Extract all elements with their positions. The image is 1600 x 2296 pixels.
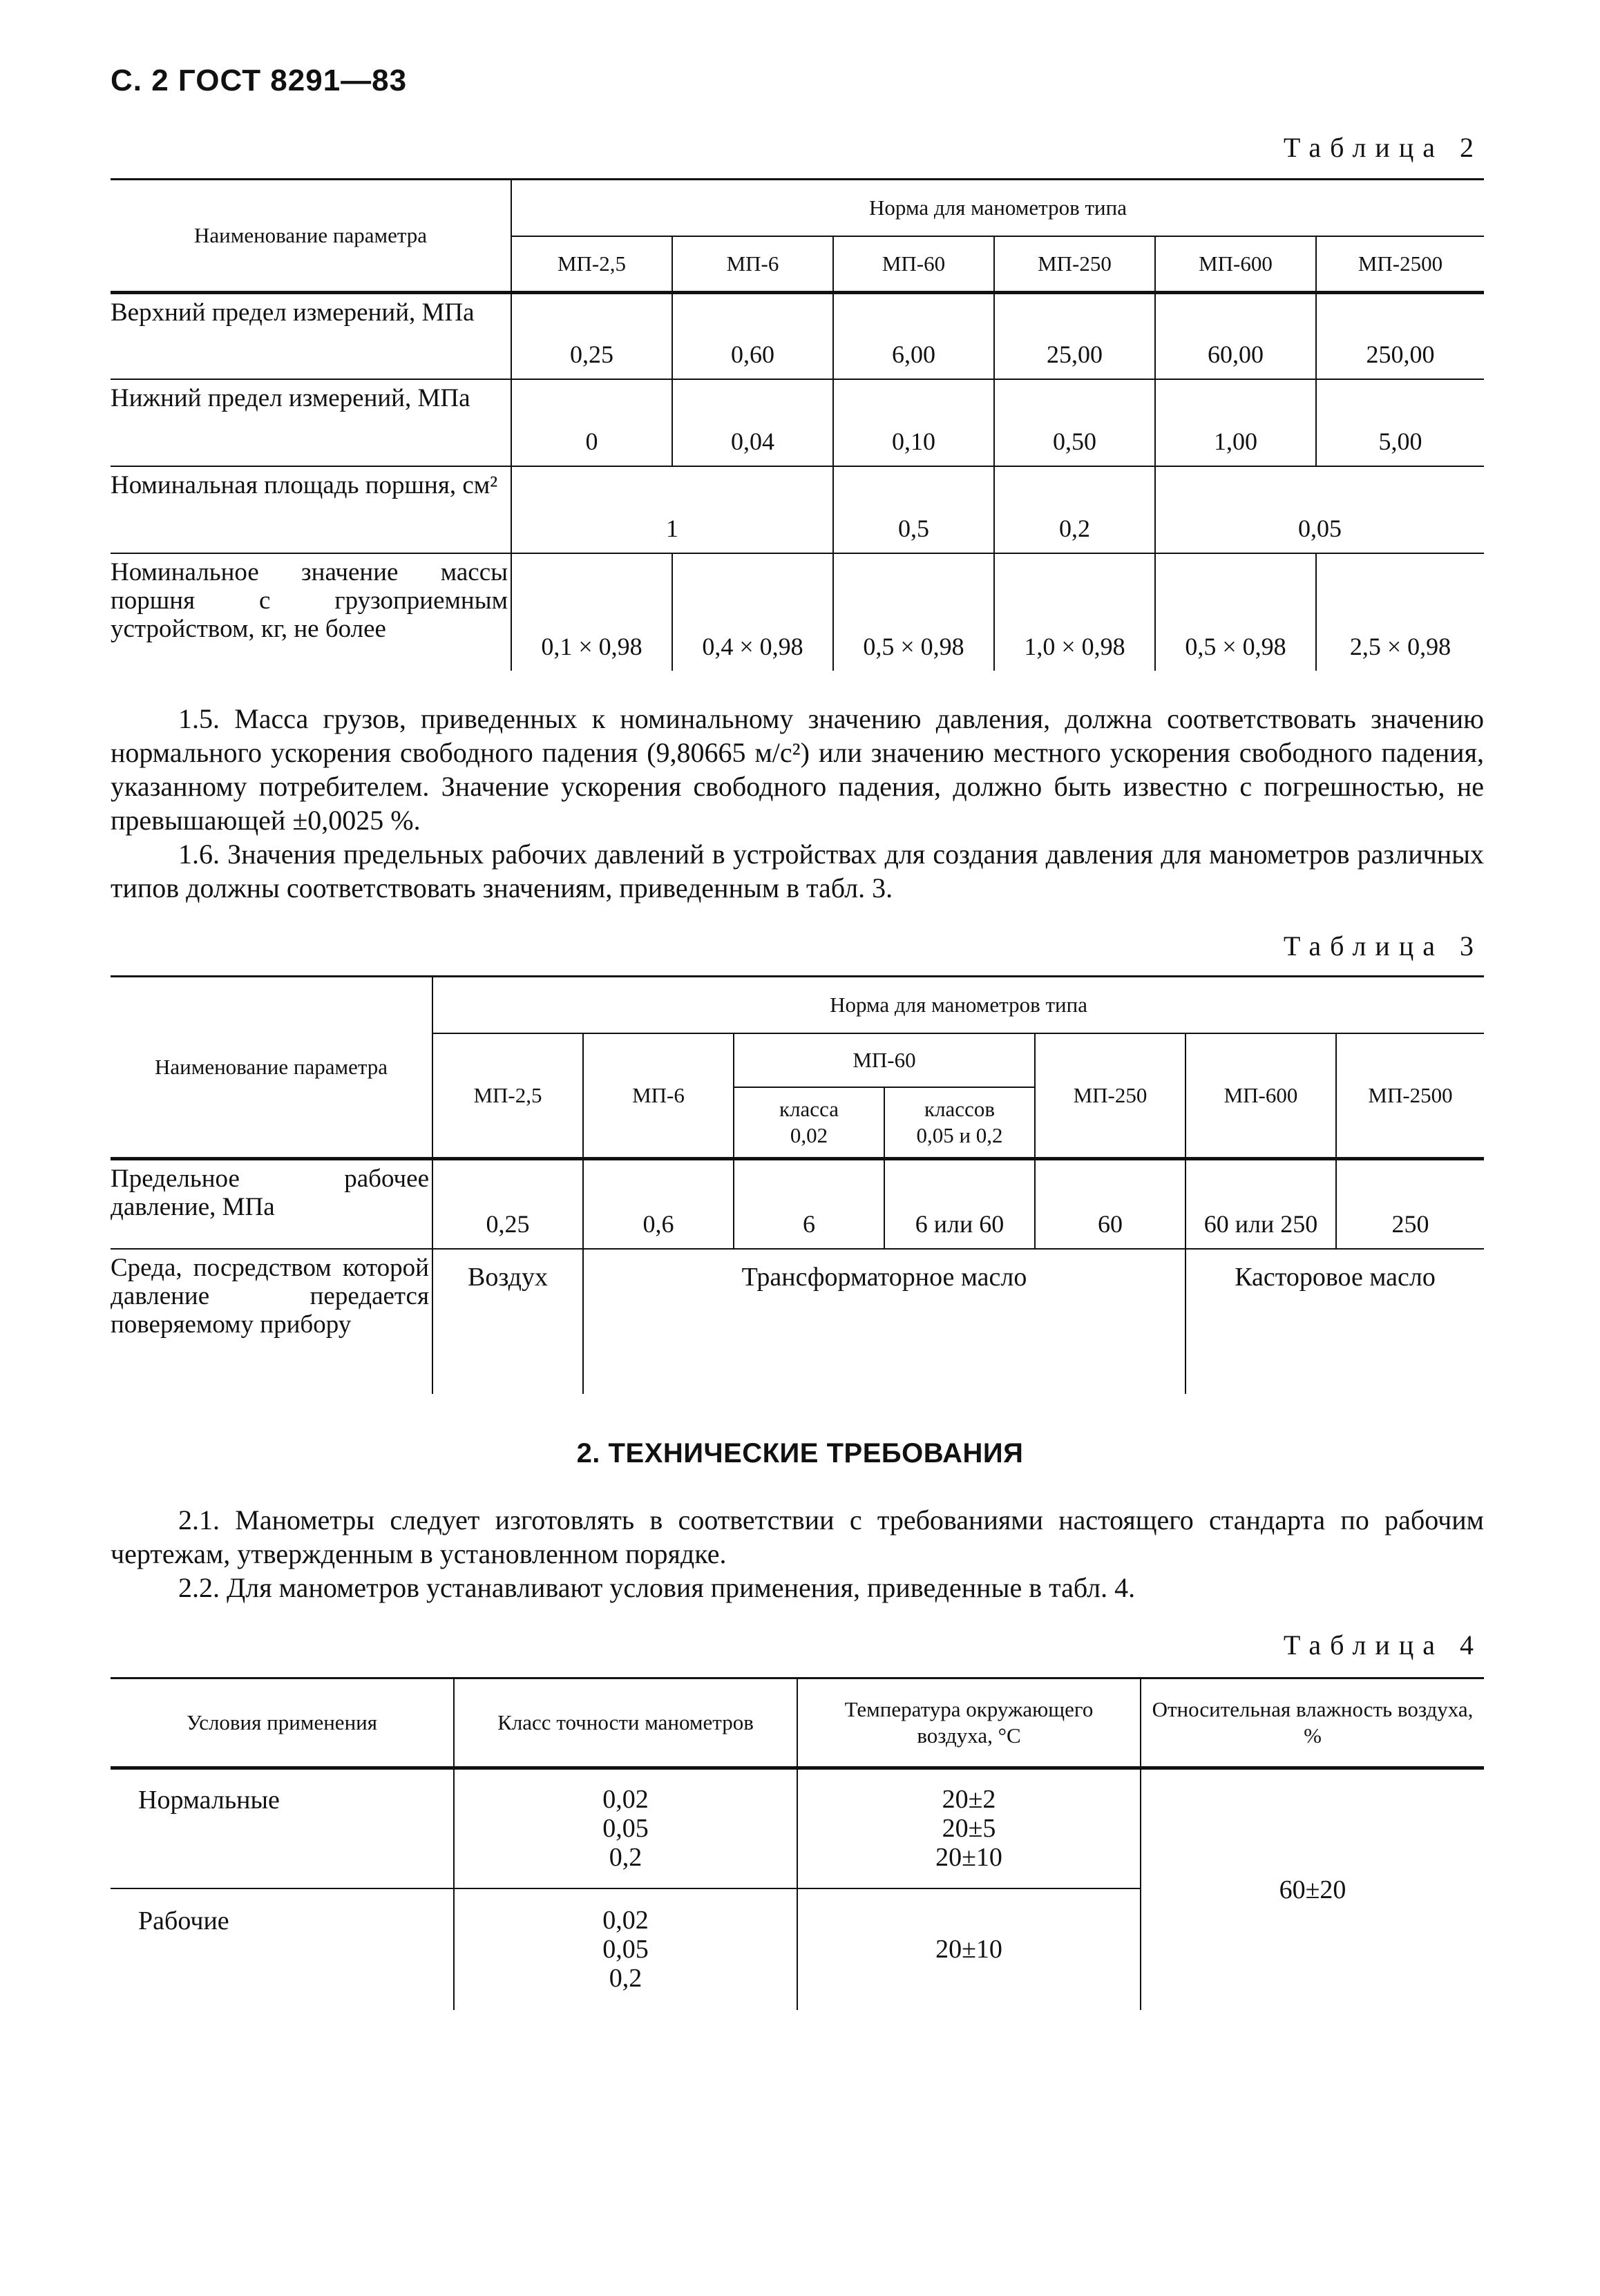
cell-value: 0,60 (672, 293, 833, 379)
row-name: Верхний предел измерений, МПа (111, 293, 511, 379)
table-row (111, 553, 1484, 671)
table-2-caption: Таблица 2 (1283, 132, 1483, 163)
table-2-type-header: МП-250 (994, 236, 1155, 293)
row-name: Предельное рабочее давление, МПа (111, 1159, 432, 1249)
section-title: 2. ТЕХНИЧЕСКИЕ ТРЕБОВАНИЯ (576, 1438, 1024, 1469)
cell-value: Трансформаторное масло (583, 1249, 1185, 1394)
cell-value: 0,50 (994, 379, 1155, 466)
table-2-type-header: МП-2500 (1316, 236, 1484, 293)
cell-value: 0,25 (511, 293, 672, 379)
table-3-class-subheader: классов 0,05 и 0,2 (884, 1087, 1035, 1159)
table-row (111, 466, 1484, 553)
paragraph-2-2: 2.2. Для манометров устанавливают условия применения, приведенные в табл. 4. (178, 1572, 1136, 1603)
cell-value: 6 (734, 1159, 884, 1249)
table-3-type-header: МП-2,5 (432, 1033, 583, 1159)
table-2-type-header: МП-2,5 (511, 236, 672, 293)
table-row (111, 293, 1484, 379)
cell-value: 6 или 60 (884, 1159, 1035, 1249)
table-3-class-subheader: класса 0,02 (734, 1087, 884, 1159)
cell-value: 0,5 × 0,98 (833, 553, 994, 671)
cell-value: 2,5 × 0,98 (1316, 553, 1484, 671)
condition-name: Рабочие (111, 1888, 454, 2010)
table-2-type-header: МП-60 (833, 236, 994, 293)
cell-value: 0,02 0,05 0,2 (454, 1768, 797, 1888)
cell-value: 1,00 (1155, 379, 1316, 466)
cell-value: 25,00 (994, 293, 1155, 379)
cell-value: 60 или 250 (1185, 1159, 1336, 1249)
cell-value: 0,6 (583, 1159, 734, 1249)
table-3-norm-header: Норма для манометров типа (432, 977, 1484, 1033)
table-row (111, 1159, 1484, 1249)
cell-value: 20±2 20±5 20±10 (797, 1768, 1141, 1888)
table-3-type-header: МП-6 (583, 1033, 734, 1159)
table-4-header: Условия применения (111, 1678, 454, 1768)
table-3-type-header: МП-2500 (1336, 1033, 1484, 1159)
cell-value: 0,4 × 0,98 (672, 553, 833, 671)
table-2-type-header: МП-6 (672, 236, 833, 293)
page-header: С. 2 ГОСТ 8291—83 (111, 64, 408, 97)
cell-value: 20±10 (797, 1888, 1141, 2010)
cell-value: 0,1 × 0,98 (511, 553, 672, 671)
table-4-header: Относительная влажность воздуха, % (1141, 1678, 1484, 1768)
cell-value: 0 (511, 379, 672, 466)
table-3-type-header: МП-60 (734, 1033, 1035, 1087)
table-3 (111, 975, 1484, 1394)
cell-value: Касторовое масло (1185, 1249, 1484, 1394)
paragraph-2-1: 2.1. Манометры следует изготовлять в соответствии с требованиями настоящего стандарта по рабочим чертежам, утвержденным в установленном порядке. (111, 1504, 1484, 1569)
paragraph-1-5: 1.5. Масса грузов, приведенных к номинальному значению давления, должна соответствовать значению нормального ускорения свободного падения (9,80665 м/с²) или значению местного ускорения свободного падения, указанному потребителем. Значение ускорения свободного падения, должно быть известно с погрешностью, не превышающей ±0,0025 %. (111, 703, 1484, 836)
cell-value: Воздух (432, 1249, 583, 1394)
table-2-param-header: Наименование параметра (111, 180, 511, 293)
cell-value: 0,2 (994, 466, 1155, 553)
cell-value: 60,00 (1155, 293, 1316, 379)
cell-value: 1,0 × 0,98 (994, 553, 1155, 671)
paragraph-1-6: 1.6. Значения предельных рабочих давлений в устройствах для создания давления для манометров различных типов должны соответствовать значениям, приведенным в табл. 3. (111, 839, 1484, 903)
table-2 (111, 178, 1484, 671)
table-3-param-header: Наименование параметра (111, 977, 432, 1159)
row-name: Номинальная площадь поршня, см² (111, 466, 511, 553)
cell-value: 250 (1336, 1159, 1484, 1249)
row-name: Нижний предел измерений, МПа (111, 379, 511, 466)
cell-value: 0,25 (432, 1159, 583, 1249)
cell-value: 1 (511, 466, 833, 553)
table-row (111, 1768, 1484, 1888)
table-4 (111, 1677, 1484, 2010)
cell-value: 0,02 0,05 0,2 (454, 1888, 797, 2010)
row-name: Номинальное значение массы поршня с грузоприемным устройством, кг, не более (111, 553, 511, 671)
row-name: Среда, посредством которой давление передается поверяемому прибору (111, 1249, 432, 1394)
table-row (111, 1249, 1484, 1394)
table-row (111, 379, 1484, 466)
cell-value: 5,00 (1316, 379, 1484, 466)
cell-value: 60 (1035, 1159, 1185, 1249)
table-4-header: Температура окружающего воздуха, °С (797, 1678, 1141, 1768)
cell-value: 0,05 (1155, 466, 1484, 553)
table-3-type-header: МП-600 (1185, 1033, 1336, 1159)
table-4-header: Класс точности манометров (454, 1678, 797, 1768)
cell-value: 0,10 (833, 379, 994, 466)
table-4-caption: Таблица 4 (1283, 1629, 1483, 1661)
table-3-type-header: МП-250 (1035, 1033, 1185, 1159)
table-2-norm-header: Норма для манометров типа (511, 180, 1484, 236)
condition-name: Нормальные (111, 1768, 454, 1888)
cell-value: 0,5 (833, 466, 994, 553)
cell-value: 250,00 (1316, 293, 1484, 379)
table-2-type-header: МП-600 (1155, 236, 1316, 293)
cell-value: 0,04 (672, 379, 833, 466)
humidity-value: 60±20 (1141, 1768, 1484, 2010)
cell-value: 6,00 (833, 293, 994, 379)
table-3-caption: Таблица 3 (1283, 930, 1483, 962)
cell-value: 0,5 × 0,98 (1155, 553, 1316, 671)
